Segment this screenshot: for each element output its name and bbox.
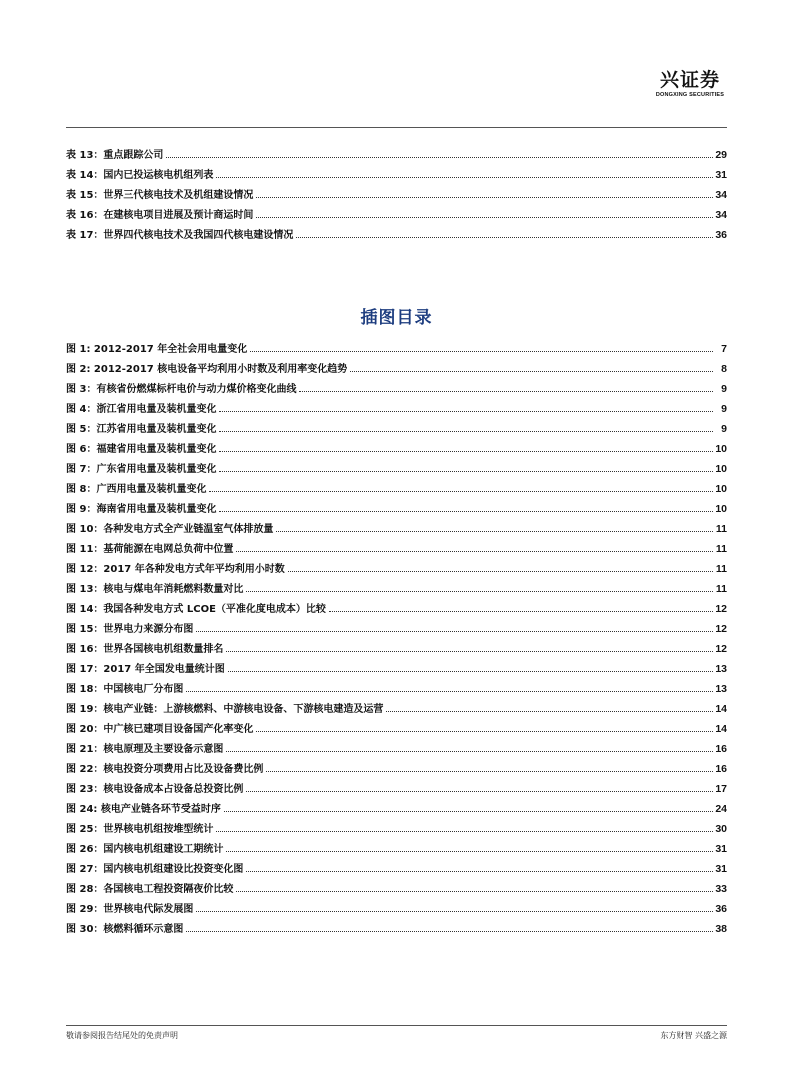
toc-entry-page: 17	[715, 783, 727, 795]
dot-leader	[250, 350, 713, 352]
toc-entry-label: 图 18：中国核电厂分布图	[66, 684, 184, 695]
toc-entry-label: 表 13：重点跟踪公司	[66, 150, 164, 161]
toc-entry-label: 图 21：核电原理及主要设备示意图	[66, 744, 224, 755]
toc-entry-label: 图 7：广东省用电量及装机量变化	[66, 464, 217, 475]
toc-entry-page: 11	[715, 523, 727, 535]
toc-entry-page: 30	[715, 823, 727, 835]
toc-entry-label: 图 23：核电设备成本占设备总投资比例	[66, 784, 244, 795]
dot-leader	[219, 410, 713, 412]
toc-entry-label: 表 17：世界四代核电技术及我国四代核电建设情况	[66, 230, 294, 241]
toc-entry-page: 11	[715, 543, 727, 555]
toc-entry-label: 图 30：核燃料循环示意图	[66, 924, 184, 935]
toc-entry-label: 图 11：基荷能源在电网总负荷中位置	[66, 544, 234, 555]
toc-entry-label: 图 15：世界电力来源分布图	[66, 624, 194, 635]
dot-leader	[276, 530, 713, 532]
header-divider	[66, 127, 727, 128]
figure-toc-entry[interactable]	[66, 575, 727, 595]
dot-leader	[350, 370, 713, 372]
figure-toc-entry[interactable]	[66, 675, 727, 695]
figure-toc-entry[interactable]	[66, 535, 727, 555]
toc-entry-page: 10	[715, 443, 727, 455]
dot-leader	[329, 610, 713, 612]
dot-leader	[256, 730, 713, 732]
figure-toc-entry[interactable]	[66, 835, 727, 855]
toc-entry-label: 图 6：福建省用电量及装机量变化	[66, 444, 217, 455]
company-logo	[652, 70, 728, 99]
toc-entry-page: 8	[721, 363, 727, 375]
figure-toc-entry[interactable]	[66, 635, 727, 655]
dot-leader	[196, 910, 713, 912]
toc-entry-page: 16	[715, 763, 727, 775]
dot-leader	[288, 570, 713, 572]
toc-entry-page: 34	[715, 189, 727, 201]
dot-leader	[296, 236, 713, 238]
toc-entry-page: 38	[715, 923, 727, 935]
toc-entry-page: 31	[715, 169, 727, 181]
figures-section-title: 插图目录	[360, 308, 433, 328]
table-of-tables	[66, 141, 727, 241]
table-toc-entry[interactable]	[66, 181, 727, 201]
toc-entry-page: 36	[715, 229, 727, 241]
toc-entry-page: 29	[715, 149, 727, 161]
toc-entry-label: 图 12：2017 年各种发电方式年平均利用小时数	[66, 564, 285, 575]
dot-leader	[166, 156, 713, 158]
toc-entry-page: 10	[715, 483, 727, 495]
footer-slogan: 东方财智 兴盛之源	[660, 1031, 727, 1040]
figure-toc-entry[interactable]	[66, 855, 727, 875]
toc-entry-page: 9	[721, 383, 727, 395]
figure-toc-entry[interactable]	[66, 695, 727, 715]
dot-leader	[299, 390, 713, 392]
toc-entry-label: 表 16：在建核电项目进展及预计商运时间	[66, 210, 254, 221]
dot-leader	[216, 830, 713, 832]
toc-entry-page: 11	[715, 563, 727, 575]
figure-toc-entry[interactable]	[66, 375, 727, 395]
figure-toc-entry[interactable]	[66, 455, 727, 475]
figure-toc-entry[interactable]	[66, 415, 727, 435]
toc-entry-label: 图 27：国内核电机组建设比投资变化图	[66, 864, 244, 875]
toc-entry-label: 图 25：世界核电机组按堆型统计	[66, 824, 214, 835]
dot-leader	[196, 630, 713, 632]
dot-leader	[219, 430, 713, 432]
figure-toc-entry[interactable]	[66, 595, 727, 615]
dot-leader	[236, 550, 713, 552]
dot-leader	[266, 770, 713, 772]
toc-entry-label: 图 4：浙江省用电量及装机量变化	[66, 404, 217, 415]
table-of-figures	[66, 335, 727, 935]
dot-leader	[209, 490, 713, 492]
toc-entry-label: 图 16：世界各国核电机组数量排名	[66, 644, 224, 655]
toc-entry-page: 14	[715, 703, 727, 715]
figure-toc-entry[interactable]	[66, 915, 727, 935]
figure-toc-entry[interactable]	[66, 335, 727, 355]
dot-leader	[236, 890, 713, 892]
toc-entry-page: 12	[715, 623, 727, 635]
figure-toc-entry[interactable]	[66, 815, 727, 835]
dot-leader	[219, 470, 713, 472]
toc-entry-label: 图 3：有核省份燃煤标杆电价与动力煤价格变化曲线	[66, 384, 297, 395]
dot-leader	[186, 690, 713, 692]
figure-toc-entry[interactable]	[66, 715, 727, 735]
dot-leader	[186, 930, 713, 932]
toc-entry-label: 图 5：江苏省用电量及装机量变化	[66, 424, 217, 435]
toc-entry-page: 31	[715, 863, 727, 875]
dot-leader	[256, 216, 713, 218]
logo-english: DONGXING SECURITIES	[655, 92, 725, 98]
toc-entry-label: 图 28：各国核电工程投资隔夜价比较	[66, 884, 234, 895]
toc-entry-page: 24	[715, 803, 727, 815]
toc-entry-page: 7	[721, 343, 727, 355]
dot-leader	[219, 450, 713, 452]
toc-entry-label: 图 26：国内核电机组建设工期统计	[66, 844, 224, 855]
dot-leader	[226, 850, 713, 852]
figure-toc-entry[interactable]	[66, 555, 727, 575]
dot-leader	[224, 810, 713, 812]
toc-entry-page: 12	[715, 643, 727, 655]
toc-entry-label: 图 1: 2012-2017 年全社会用电量变化	[66, 344, 248, 355]
dot-leader	[246, 590, 713, 592]
table-toc-entry[interactable]	[66, 141, 727, 161]
figure-toc-entry[interactable]	[66, 655, 727, 675]
toc-entry-label: 图 24: 核电产业链各环节受益时序	[66, 804, 221, 815]
figure-toc-entry[interactable]	[66, 395, 727, 415]
figure-toc-entry[interactable]	[66, 875, 727, 895]
toc-entry-label: 表 14：国内已投运核电机组列表	[66, 170, 214, 181]
dot-leader	[228, 670, 713, 672]
toc-entry-page: 36	[715, 903, 727, 915]
toc-entry-page: 33	[715, 883, 727, 895]
toc-entry-page: 14	[715, 723, 727, 735]
toc-entry-page: 9	[721, 403, 727, 415]
toc-entry-page: 31	[715, 843, 727, 855]
toc-entry-label: 表 15：世界三代核电技术及机组建设情况	[66, 190, 254, 201]
toc-entry-label: 图 19：核电产业链：上游核燃料、中游核电设备、下游核电建造及运营	[66, 704, 384, 715]
toc-entry-page: 13	[715, 663, 727, 675]
toc-entry-label: 图 2: 2012-2017 核电设备平均利用小时数及利用率变化趋势	[66, 364, 348, 375]
toc-entry-label: 图 10：各种发电方式全产业链温室气体排放量	[66, 524, 274, 535]
table-toc-entry[interactable]	[66, 221, 727, 241]
footer-divider	[66, 1025, 727, 1026]
toc-entry-label: 图 17：2017 年全国发电量统计图	[66, 664, 225, 675]
toc-entry-label: 图 14：我国各种发电方式 LCOE（平准化度电成本）比较	[66, 604, 326, 615]
toc-entry-label: 图 9：海南省用电量及装机量变化	[66, 504, 217, 515]
dot-leader	[246, 790, 713, 792]
toc-entry-page: 10	[715, 463, 727, 475]
toc-entry-page: 10	[715, 503, 727, 515]
dot-leader	[256, 196, 713, 198]
toc-entry-page: 12	[715, 603, 727, 615]
toc-entry-page: 11	[715, 583, 727, 595]
table-toc-entry[interactable]	[66, 201, 727, 221]
figure-toc-entry[interactable]	[66, 495, 727, 515]
toc-entry-page: 13	[715, 683, 727, 695]
dot-leader	[386, 710, 713, 712]
figure-toc-entry[interactable]	[66, 775, 727, 795]
figure-toc-entry[interactable]	[66, 475, 727, 495]
toc-entry-label: 图 13：核电与煤电年消耗燃料数量对比	[66, 584, 244, 595]
figure-toc-entry[interactable]	[66, 355, 727, 375]
footer-disclaimer: 敬请参阅报告结尾处的免责声明	[66, 1031, 178, 1040]
figure-toc-entry[interactable]	[66, 895, 727, 915]
dot-leader	[246, 870, 713, 872]
toc-entry-label: 图 20：中广核已建项目设备国产化率变化	[66, 724, 254, 735]
dot-leader	[226, 750, 713, 752]
figure-toc-entry[interactable]	[66, 795, 727, 815]
logo-chinese: 兴证券	[659, 69, 720, 91]
figure-toc-entry[interactable]	[66, 615, 727, 635]
toc-entry-label: 图 29：世界核电代际发展图	[66, 904, 194, 915]
dot-leader	[216, 176, 713, 178]
figure-toc-entry[interactable]	[66, 735, 727, 755]
table-toc-entry[interactable]	[66, 161, 727, 181]
toc-entry-label: 图 22：核电投资分项费用占比及设备费比例	[66, 764, 264, 775]
toc-entry-label: 图 8：广西用电量及装机量变化	[66, 484, 207, 495]
toc-entry-page: 34	[715, 209, 727, 221]
figure-toc-entry[interactable]	[66, 515, 727, 535]
figure-toc-entry[interactable]	[66, 435, 727, 455]
toc-entry-page: 16	[715, 743, 727, 755]
dot-leader	[226, 650, 713, 652]
toc-entry-page: 9	[721, 423, 727, 435]
dot-leader	[219, 510, 713, 512]
figure-toc-entry[interactable]	[66, 755, 727, 775]
